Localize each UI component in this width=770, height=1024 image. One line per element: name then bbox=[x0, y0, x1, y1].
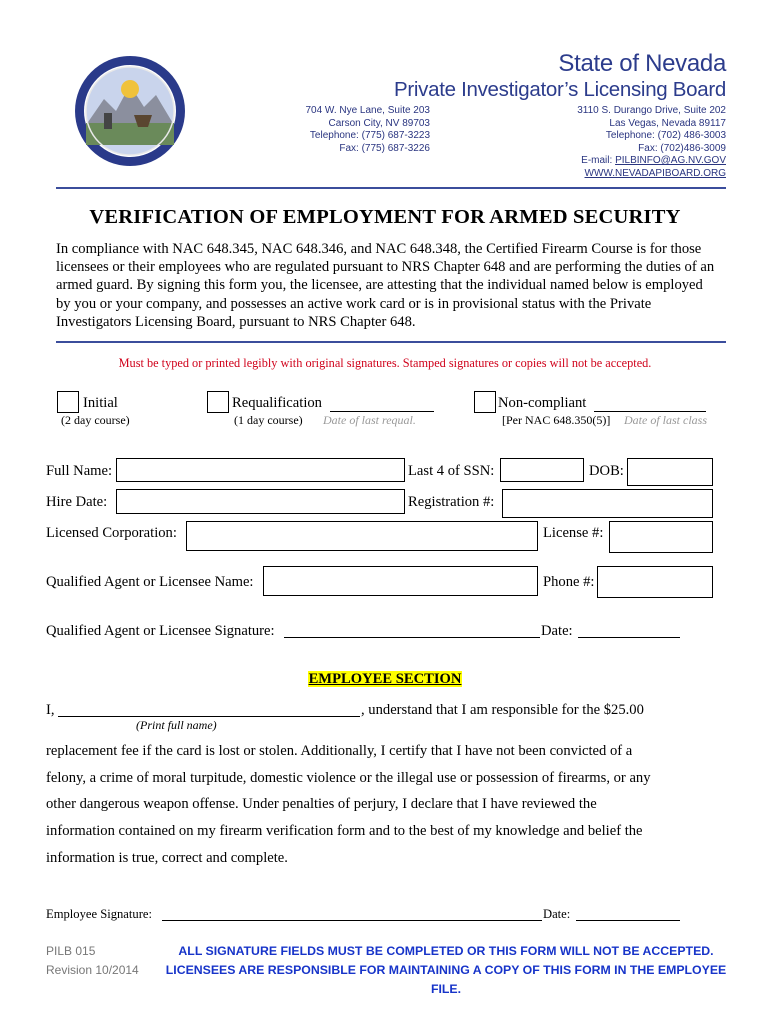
requal-date-hint: Date of last requal. bbox=[323, 413, 416, 427]
email-line bbox=[577, 155, 726, 168]
form-revision: Revision 10/2014 bbox=[46, 963, 139, 977]
carson-line-3: Telephone: (775) 687-3223 bbox=[309, 130, 430, 141]
email-label: E-mail: bbox=[581, 155, 613, 166]
initial-course-length: (2 day course) bbox=[61, 413, 130, 427]
employee-date-label: Date: bbox=[543, 907, 571, 921]
certification-line-1: replacement fee if the card is lost or stolen. Additionally, I certify that I have not been convicted of a bbox=[46, 743, 633, 759]
certification-line-2: felony, a crime of moral turpitude, domestic violence or the illegal use or possession of firearms, or any bbox=[46, 770, 651, 786]
certification-line-5: information is true, correct and complete. bbox=[46, 850, 288, 866]
agent-date-label: Date: bbox=[541, 623, 573, 639]
vegas-line-4: Fax: (702)486-3009 bbox=[638, 142, 726, 154]
registration-input[interactable] bbox=[502, 489, 713, 518]
carson-city-address bbox=[305, 105, 430, 155]
certification-line-3: other dangerous weapon offense. Under penalties of perjury, I declare that I have reviewed the bbox=[46, 796, 597, 812]
last-class-hint: Date of last class bbox=[624, 413, 707, 427]
agency-board-name: Private Investigator’s Licensing Board bbox=[394, 78, 726, 101]
requal-date-input[interactable] bbox=[330, 396, 434, 412]
employee-signature-label: Employee Signature: bbox=[46, 907, 152, 921]
hire-date-input[interactable] bbox=[116, 489, 405, 514]
phone-label: Phone #: bbox=[543, 574, 595, 590]
form-id: PILB 015 bbox=[46, 944, 96, 958]
agent-signature-line[interactable] bbox=[284, 622, 540, 638]
employee-print-name-line[interactable] bbox=[58, 701, 360, 717]
last-class-date-input[interactable] bbox=[594, 396, 706, 412]
full-name-label: Full Name: bbox=[46, 463, 113, 479]
noncompliant-checkbox[interactable] bbox=[474, 391, 496, 413]
hire-date-label: Hire Date: bbox=[46, 494, 108, 510]
signature-required-warning: ALL SIGNATURE FIELDS MUST BE COMPLETED OR THIS FORM WILL NOT BE ACCEPTED. bbox=[178, 944, 714, 958]
certification-line-4: information contained on my firearm verification form and to the best of my knowledge and belief the bbox=[46, 823, 643, 839]
licensed-corporation-input[interactable] bbox=[186, 521, 538, 551]
initial-label: Initial bbox=[83, 395, 118, 411]
employee-i-prefix: I, bbox=[46, 702, 55, 718]
carson-line-1: 704 W. Nye Lane, Suite 203 bbox=[305, 105, 430, 116]
requalification-checkbox[interactable] bbox=[207, 391, 229, 413]
carson-line-2: Carson City, NV 89703 bbox=[328, 117, 430, 129]
agent-signature-label: Qualified Agent or Licensee Signature: bbox=[46, 623, 275, 639]
las-vegas-address bbox=[577, 105, 726, 180]
form-title: VERIFICATION OF EMPLOYMENT FOR ARMED SECURITY bbox=[89, 206, 681, 228]
ssn-label: Last 4 of SSN: bbox=[408, 463, 495, 479]
carson-line-4: Fax: (775) 687-3226 bbox=[339, 142, 430, 154]
license-number-input[interactable] bbox=[609, 521, 713, 553]
initial-checkbox[interactable] bbox=[57, 391, 79, 413]
licensed-corporation-label: Licensed Corporation: bbox=[46, 525, 177, 541]
header-divider bbox=[56, 187, 726, 189]
dob-label: DOB: bbox=[589, 463, 624, 479]
phone-input[interactable] bbox=[597, 566, 713, 598]
intro-paragraph: In compliance with NAC 648.345, NAC 648.346, and NAC 648.348, the Certified Firearm Course is for those licensees or their employees who are regulated pursuant to NRS Chapter 648 and are performing the duties of an armed guard. By signing this form you, the licensee, are attesting that the individual named below is employed by you or your company, and possesses an active work card or is in provisional status with the Private Investigators Licensing Board, pursuant to NRS Chapter 648. bbox=[56, 241, 715, 330]
employee-section-heading bbox=[0, 670, 770, 688]
license-number-label: License #: bbox=[543, 525, 604, 541]
copy-retention-warning: LICENSEES ARE RESPONSIBLE FOR MAINTAINING A COPY OF THIS FORM IN THE EMPLOYEE FILE. bbox=[165, 963, 727, 996]
noncompliant-rule: [Per NAC 648.350(5)] bbox=[502, 413, 611, 427]
employee-signature-line[interactable] bbox=[162, 906, 542, 921]
employee-fee-statement: , understand that I am responsible for the $25.00 bbox=[361, 702, 644, 718]
agent-name-label: Qualified Agent or Licensee Name: bbox=[46, 574, 254, 590]
agency-state: State of Nevada bbox=[558, 50, 726, 77]
vegas-line-1: 3110 S. Durango Drive, Suite 202 bbox=[577, 105, 726, 116]
website-link[interactable]: WWW.NEVADAPIBOARD.ORG bbox=[584, 167, 726, 179]
vegas-line-2: Las Vegas, Nevada 89117 bbox=[609, 117, 726, 129]
legibility-notice: Must be typed or printed legibly with original signatures. Stamped signatures or copies will not be accepted. bbox=[118, 356, 652, 370]
agent-name-input[interactable] bbox=[263, 566, 538, 596]
dob-input[interactable] bbox=[627, 458, 713, 486]
email-link[interactable]: PILBINFO@AG.NV.GOV bbox=[615, 155, 726, 166]
agent-date-line[interactable] bbox=[578, 622, 680, 638]
noncompliant-label: Non-compliant bbox=[498, 395, 587, 411]
requal-course-length: (1 day course) bbox=[234, 413, 303, 427]
requalification-label: Requalification bbox=[232, 395, 322, 411]
full-name-input[interactable] bbox=[116, 458, 405, 482]
employee-section-title: EMPLOYEE SECTION bbox=[308, 671, 462, 687]
intro-divider bbox=[56, 341, 726, 343]
vegas-line-3: Telephone: (702) 486-3003 bbox=[605, 130, 726, 141]
registration-label: Registration #: bbox=[408, 494, 495, 510]
ssn-input[interactable] bbox=[500, 458, 584, 482]
print-name-hint: (Print full name) bbox=[136, 718, 217, 732]
nevada-state-seal-icon bbox=[74, 55, 186, 167]
employee-date-line[interactable] bbox=[576, 906, 680, 921]
